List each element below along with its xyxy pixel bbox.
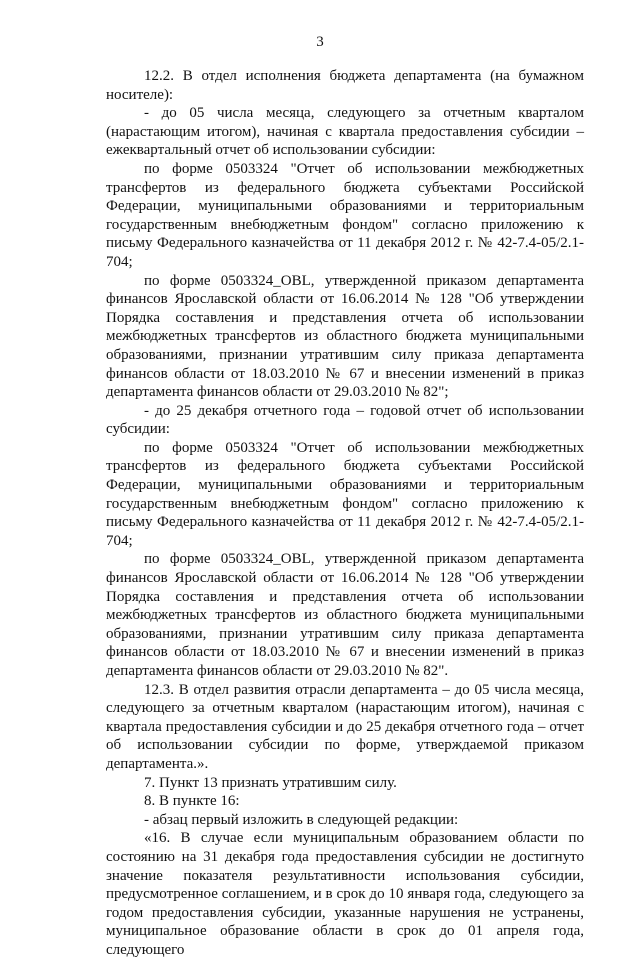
paragraph-quarterly-report: - до 05 числа месяца, следующего за отчетным кварталом (нарастающим итогом), начиная с квартала предоставления субсидии – ежеквартальный отчет об использовании субсидии: xyxy=(106,105,584,159)
paragraph-12-2: 12.2. В отдел исполнения бюджета департамента (на бумажном носителе): xyxy=(106,68,584,103)
paragraph-first-subparagraph: - абзац первый изложить в следующей редакции: xyxy=(144,811,459,828)
document-body xyxy=(106,67,584,960)
paragraph-item-8: 8. В пункте 16: xyxy=(144,793,240,810)
paragraph-form-0503324-annual: по форме 0503324 "Отчет об использовании межбюджетных трансфертов из федерального бюджета субъектами Российской Федерации, муниципальными образованиями и территориальным государственным внебюджетным фондом" согласно приложению к письму Федерального казначейства от 11 декабря 2012 г. № 42-7.4-05/2.1-704; xyxy=(106,439,584,549)
paragraph-12-3: 12.3. В отдел развития отрасли департамента – до 05 числа месяца, следующего за отчетным кварталом (нарастающим итогом), начиная с квартала предоставления субсидии и до 25 декабря отчетного года – отчет об использовании субсидии по форме, утверждаемой приказом департамента.». xyxy=(106,681,584,772)
page-number: 3 xyxy=(316,34,324,50)
paragraph-form-obl-quarterly: по форме 0503324_OBL, утвержденной приказом департамента финансов Ярославской области от 16.06.2014 № 128 "Об утверждении Порядка составления и представления отчета об использовании межбюджетных трансфертов из областного бюджета муниципальными образованиями, признании утратившим силу приказа департамента финансов области от 18.03.2010 № 67 и внесении изменений в приказ департамента финансов области от 29.03.2010 № 82"; xyxy=(106,272,584,401)
paragraph-16: «16. В случае если муниципальным образованием области по состоянию на 31 декабря года предоставления субсидии не достигнуто значение показателя результативности использования субсидии, предусмотренное соглашением, и в срок до 10 января года, следующего за годом предоставления субсидии, указанные нарушения не устранены, муниципальное образование области в срок до 01 апреля года, следующего xyxy=(106,830,584,958)
paragraph-form-obl-annual: по форме 0503324_OBL, утвержденной приказом департамента финансов Ярославской области от 16.06.2014 № 128 "Об утверждении Порядка составления и представления отчета об использовании межбюджетных трансфертов из областного бюджета муниципальными образованиями, признании утратившим силу приказа департамента финансов области от 18.03.2010 № 67 и внесении изменений в приказ департамента финансов области от 29.03.2010 № 82". xyxy=(106,551,584,679)
paragraph-annual-report: - до 25 декабря отчетного года – годовой отчет об использовании субсидии: xyxy=(106,402,584,438)
paragraph-form-0503324-quarterly: по форме 0503324 "Отчет об использовании межбюджетных трансфертов из федерального бюджета субъектами Российской Федерации, муниципальными образованиями и территориальным государственным внебюджетным фондом" согласно приложению к письму Федерального казначейства от 11 декабря 2012 г. № 42-7.4-05/2.1-704; xyxy=(106,160,584,270)
paragraph-item-7: 7. Пункт 13 признать утратившим силу. xyxy=(144,774,397,791)
